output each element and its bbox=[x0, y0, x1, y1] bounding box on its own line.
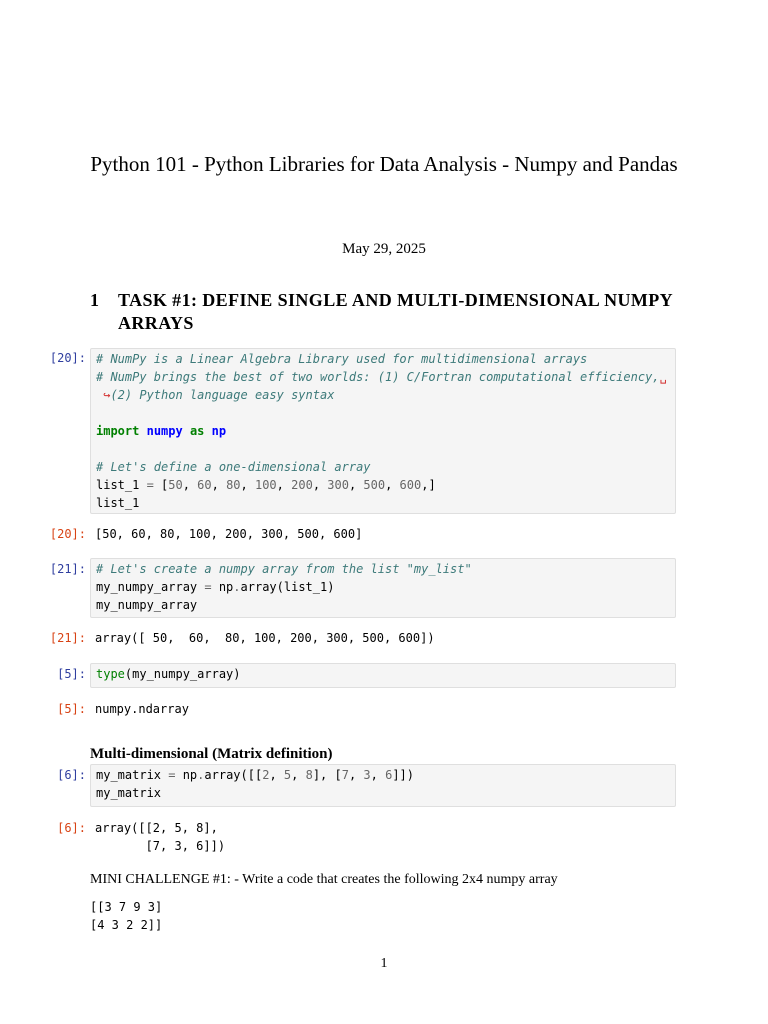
matrix-line: [[3 7 9 3] bbox=[90, 900, 163, 914]
section-number: 1 bbox=[90, 290, 100, 310]
cell-4-input-prompt: [6]: bbox=[57, 768, 86, 782]
cell-3-code bbox=[96, 665, 670, 683]
code-line: my_numpy_array bbox=[96, 598, 198, 612]
code-line: # NumPy is a Linear Algebra Library used for multidimensional arrays bbox=[96, 352, 588, 366]
page-number: 1 bbox=[380, 956, 388, 971]
cell-2-input-prompt: [21]: bbox=[49, 562, 86, 576]
document-title: Python 101 - Python Libraries for Data Analysis - Numpy and Pandas bbox=[90, 152, 678, 176]
output-line: [7, 3, 6]]) bbox=[95, 839, 226, 853]
cell-1-code bbox=[96, 350, 670, 512]
document-date: May 29, 2025 bbox=[342, 241, 426, 257]
cell-3-input-prompt: [5]: bbox=[57, 667, 86, 681]
code-line: list_1 = [50, 60, 80, 100, 200, 300, 500, 600,] bbox=[96, 478, 436, 492]
code-line: # Let's create a numpy array from the list "my_list" bbox=[96, 562, 472, 576]
cell-2-output: array([ 50, 60, 80, 100, 200, 300, 500, 600]) bbox=[95, 631, 435, 645]
code-line: my_matrix bbox=[96, 786, 162, 800]
code-line: my_numpy_array = np.array(list_1) bbox=[96, 580, 335, 594]
code-line: # NumPy brings the best of two worlds: (1) C/Fortran computational efficiency, bbox=[96, 370, 660, 384]
cell-4-output-prompt: [6]: bbox=[57, 821, 86, 835]
challenge-matrix bbox=[90, 898, 162, 934]
section-heading bbox=[90, 289, 680, 335]
code-line: # Let's define a one-dimensional array bbox=[96, 460, 371, 474]
code-line: (2) Python language easy syntax bbox=[110, 388, 335, 402]
cell-1-output: [50, 60, 80, 100, 200, 300, 500, 600] bbox=[95, 527, 363, 541]
cell-3-output-prompt: [5]: bbox=[57, 702, 86, 716]
line-wrap-marker-icon: ␣ bbox=[659, 370, 667, 384]
output-line: array([[2, 5, 8], bbox=[95, 821, 218, 835]
code-line: type(my_numpy_array) bbox=[96, 667, 241, 681]
cell-4-code bbox=[96, 766, 670, 802]
cell-3-output: numpy.ndarray bbox=[95, 702, 189, 716]
cell-2-code bbox=[96, 560, 670, 614]
subheading-multidimensional: Multi-dimensional (Matrix definition) bbox=[90, 746, 333, 762]
line-continuation-icon: ↪ bbox=[96, 388, 111, 402]
cell-4-output bbox=[95, 819, 225, 855]
cell-2-code-box[interactable] bbox=[90, 558, 676, 618]
cell-1-code-box[interactable] bbox=[90, 348, 676, 514]
cell-1-input-prompt: [20]: bbox=[49, 351, 86, 365]
code-line: import numpy as np bbox=[96, 424, 227, 438]
cell-4-code-box[interactable] bbox=[90, 764, 676, 807]
matrix-line: [4 3 2 2]] bbox=[90, 918, 163, 932]
cell-1-output-prompt: [20]: bbox=[49, 527, 86, 541]
section-title: TASK #1: DEFINE SINGLE AND MULTI-DIMENSIONAL NUMPY ARRAYS bbox=[118, 290, 673, 333]
cell-3-code-box[interactable] bbox=[90, 663, 676, 688]
cell-2-output-prompt: [21]: bbox=[49, 631, 86, 645]
code-line: list_1 bbox=[96, 496, 140, 510]
challenge-text: MINI CHALLENGE #1: - Write a code that creates the following 2x4 numpy array bbox=[90, 872, 558, 887]
code-line: my_matrix = np.array([[2, 5, 8], [7, 3, 6]]) bbox=[96, 768, 415, 782]
